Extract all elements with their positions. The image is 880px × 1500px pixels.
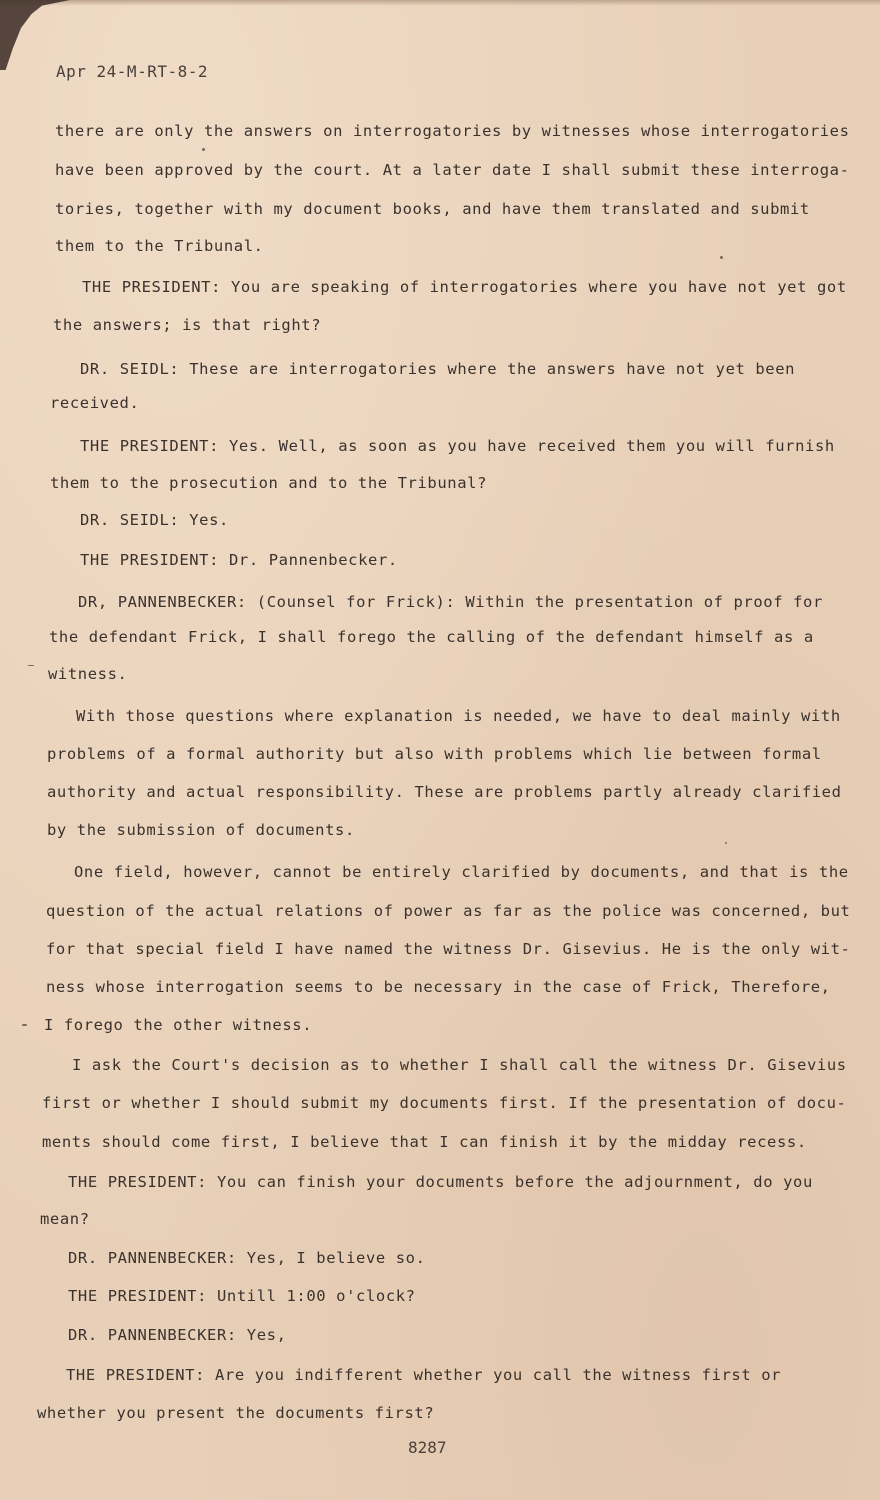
text-line: witness. — [48, 665, 128, 683]
document-reference: Apr 24-M-RT-8-2 — [56, 62, 208, 81]
text-line: THE PRESIDENT: You are speaking of interrogatories where you have not yet got — [82, 278, 847, 296]
paper-speck — [725, 842, 727, 844]
text-line: DR. SEIDL: These are interrogatories where the answers have not yet been — [80, 360, 796, 378]
text-line: DR. PANNENBECKER: Yes, I believe so. — [68, 1249, 426, 1267]
text-line: them to the Tribunal. — [55, 237, 264, 255]
text-line: for that special field I have named the witness Dr. Gisevius. He is the only wit- — [46, 940, 851, 958]
text-line: received. — [50, 394, 140, 412]
paper-top-edge — [0, 0, 880, 6]
text-line: question of the actual relations of power as far as the police was concerned, but — [46, 902, 851, 920]
text-line: ments should come first, I believe that I can finish it by the midday recess. — [42, 1133, 807, 1151]
text-line: THE PRESIDENT: Dr. Pannenbecker. — [80, 551, 398, 569]
text-line: the answers; is that right? — [53, 316, 322, 334]
text-line: first or whether I should submit my documents first. If the presentation of docu- — [42, 1094, 847, 1112]
text-line: THE PRESIDENT: Yes. Well, as soon as you have received them you will furnish — [80, 437, 835, 455]
paper-speck — [202, 148, 205, 151]
text-line: whether you present the documents first? — [37, 1404, 435, 1422]
text-line: DR. PANNENBECKER: Yes, — [68, 1326, 287, 1344]
text-line: have been approved by the court. At a later date I shall submit these interroga- — [55, 161, 850, 179]
text-line: I forego the other witness. — [44, 1016, 313, 1034]
text-line: mean? — [40, 1210, 90, 1228]
paper-speck — [28, 665, 34, 666]
text-line: DR, PANNENBECKER: (Counsel for Frick): Within the presentation of proof for — [78, 593, 823, 611]
text-line: DR. SEIDL: Yes. — [80, 511, 229, 529]
text-line: by the submission of documents. — [47, 821, 355, 839]
torn-corner — [0, 0, 70, 70]
text-line: With those questions where explanation is needed, we have to deal mainly with — [76, 707, 841, 725]
text-line: I ask the Court's decision as to whether I shall call the witness Dr. Gisevius — [72, 1056, 847, 1074]
paper-speck — [720, 256, 723, 259]
text-line: THE PRESIDENT: Untill 1:00 o'clock? — [68, 1287, 416, 1305]
text-line: tories, together with my document books, and have them translated and submit — [55, 200, 810, 218]
page-number: 8287 — [408, 1438, 447, 1457]
text-line: problems of a formal authority but also with problems which lie between formal — [47, 745, 822, 763]
paper-speck — [22, 1024, 27, 1026]
text-line: authority and actual responsibility. These are problems partly already clarified — [47, 783, 842, 801]
text-line: THE PRESIDENT: You can finish your documents before the adjournment, do you — [68, 1173, 813, 1191]
text-line: the defendant Frick, I shall forego the calling of the defendant himself as a — [49, 628, 814, 646]
text-line: them to the prosecution and to the Tribunal? — [50, 474, 487, 492]
text-line: there are only the answers on interrogatories by witnesses whose interrogatories — [55, 122, 850, 140]
text-line: One field, however, cannot be entirely clarified by documents, and that is the — [74, 863, 849, 881]
text-line: THE PRESIDENT: Are you indifferent whether you call the witness first or — [66, 1366, 782, 1384]
text-line: ness whose interrogation seems to be necessary in the case of Frick, Therefore, — [46, 978, 831, 996]
